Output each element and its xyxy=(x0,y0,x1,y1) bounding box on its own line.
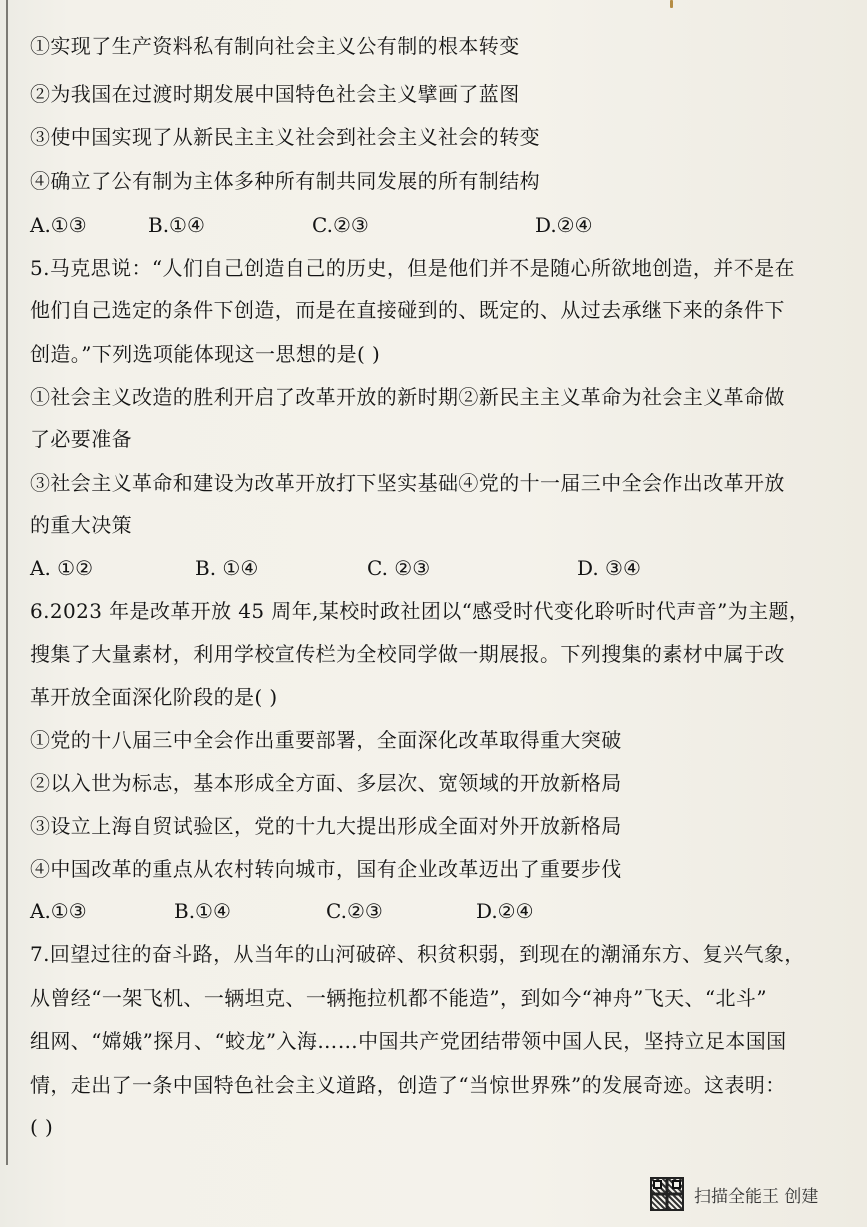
q5-option-a: A. ①② xyxy=(30,556,94,580)
q7-stem-line-3: 组网、“嫦娥”探月、“蛟龙”入海……中国共产党团结带领中国人民，坚持立足本国国 xyxy=(30,1029,787,1053)
q6-statement-3: ③设立上海自贸试验区，党的十九大提出形成全面对外开放新格局 xyxy=(30,814,622,838)
q6-statement-2: ②以入世为标志，基本形成全方面、多层次、宽领域的开放新格局 xyxy=(30,771,622,795)
top-edge-mark xyxy=(670,0,673,8)
q5-option-c: C. ②③ xyxy=(367,556,431,580)
q6-stem-line-3: 革开放全面深化阶段的是( ) xyxy=(30,685,278,709)
q4-statement-3: ③使中国实现了从新民主主义社会到社会主义社会的转变 xyxy=(30,125,540,149)
q5-stem-line-3: 创造。”下列选项能体现这一思想的是( ) xyxy=(30,342,381,366)
q4-statement-2: ②为我国在过渡时期发展中国特色社会主义擘画了蓝图 xyxy=(30,82,520,106)
q6-option-c: C.②③ xyxy=(326,899,383,923)
q5-stem-line-2: 他们自己选定的条件下创造，而是在直接碰到的、既定的、从过去承继下来的条件下 xyxy=(30,298,785,322)
q6-stem-line-1: 6.2023 年是改革开放 45 周年,某校时政社团以“感受时代变化聆听时代声音”为主题， xyxy=(30,599,810,623)
q6-stem-line-2: 搜集了大量素材，利用学校宣传栏为全校同学做一期展报。下列搜集的素材中属于改 xyxy=(30,642,785,666)
q5-statement-3-4-cont: 的重大决策 xyxy=(30,513,132,537)
q5-stem-line-1: 5.马克思说：“人们自己创造自己的历史，但是他们并不是随心所欲地创造，并不是在 xyxy=(30,256,795,280)
q4-option-c: C.②③ xyxy=(312,213,369,237)
q5-statement-3-4: ③社会主义革命和建设为改革开放打下坚实基础④党的十一届三中全会作出改革开放 xyxy=(30,471,785,495)
q4-option-a: A.①③ xyxy=(30,213,87,237)
q6-statement-4: ④中国改革的重点从农村转向城市，国有企业改革迈出了重要步伐 xyxy=(30,857,622,881)
q7-answer-blank: ( ) xyxy=(30,1115,54,1139)
q5-statement-1-2: ①社会主义改造的胜利开启了改革开放的新时期②新民主主义革命为社会主义革命做 xyxy=(30,385,785,409)
q5-option-d: D. ③④ xyxy=(577,556,641,580)
scanner-watermark-text: 扫描全能王 创建 xyxy=(694,1186,819,1207)
q6-statement-1: ①党的十八届三中全会作出重要部署，全面深化改革取得重大突破 xyxy=(30,728,622,752)
qr-code-icon xyxy=(650,1177,684,1211)
q4-statement-1: ①实现了生产资料私有制向社会主义公有制的根本转变 xyxy=(30,34,520,58)
q6-option-b: B.①④ xyxy=(174,899,231,923)
q4-option-d: D.②④ xyxy=(535,213,593,237)
q4-option-b: B.①④ xyxy=(148,213,205,237)
q6-option-d: D.②④ xyxy=(476,899,534,923)
q5-statement-1-2-cont: 了必要准备 xyxy=(30,427,132,451)
q4-statement-4: ④确立了公有制为主体多种所有制共同发展的所有制结构 xyxy=(30,169,540,193)
q6-option-a: A.①③ xyxy=(30,899,87,923)
q7-stem-line-1: 7.回望过往的奋斗路，从当年的山河破碎、积贫积弱，到现在的潮涌东方、复兴气象， xyxy=(30,942,805,966)
q7-stem-line-4: 情，走出了一条中国特色社会主义道路，创造了“当惊世界殊”的发展奇迹。这表明： xyxy=(30,1073,786,1097)
scanner-watermark xyxy=(650,1176,818,1212)
q7-stem-line-2: 从曾经“一架飞机、一辆坦克、一辆拖拉机都不能造”，到如今“神舟”飞天、“北斗” xyxy=(30,986,767,1010)
left-margin-rule xyxy=(6,0,8,1165)
q5-option-b: B. ①④ xyxy=(195,556,259,580)
